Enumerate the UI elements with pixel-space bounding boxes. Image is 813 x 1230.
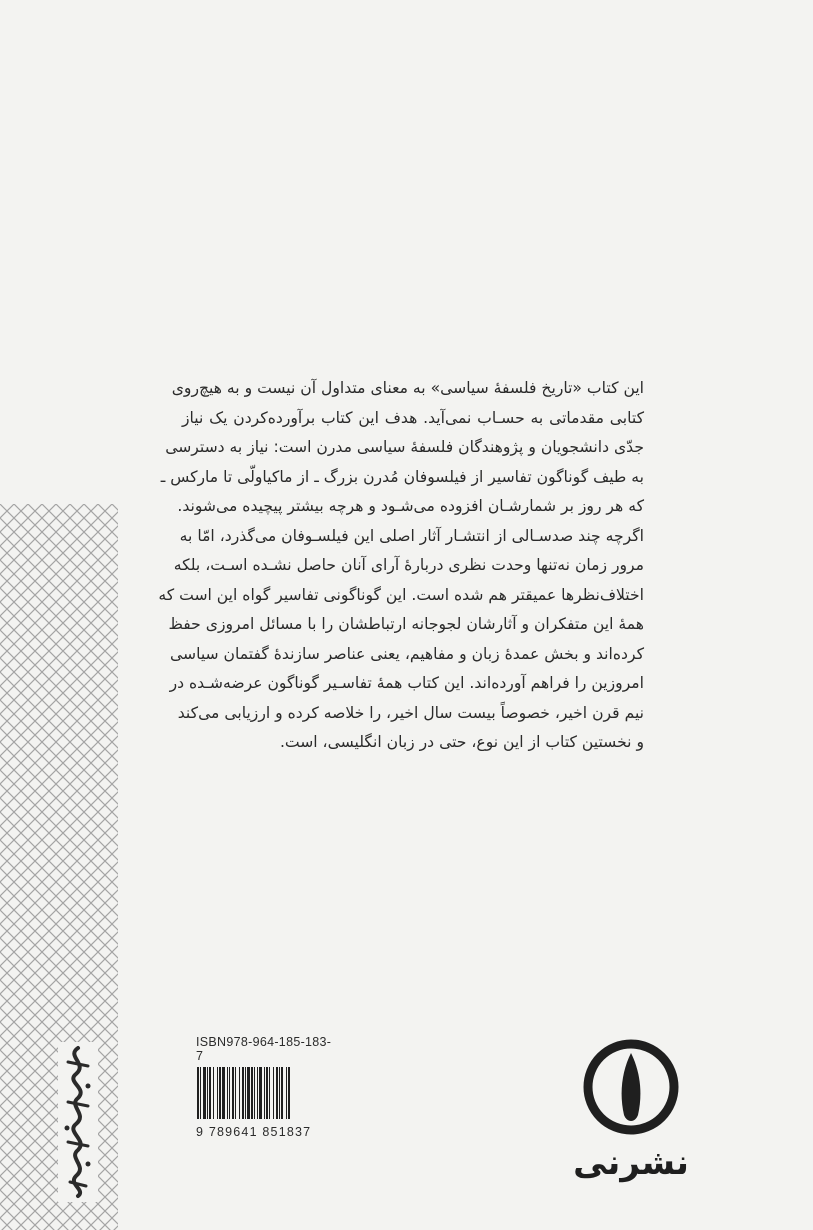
isbn-label: ISBN978-964-185-183-7 (196, 1035, 332, 1063)
blurb-line: امروزین را فراهم آورده‌اند. این کتاب همهٔ تفاسـیر گوناگون عرضه‌شـده در (169, 674, 644, 692)
blurb-line: همهٔ این متفکران و آثارشان لجوجانه ارتباطشان را با مسائل امروزی حفظ (168, 615, 644, 633)
publisher-logo (572, 1035, 690, 1185)
barcode-digits: 9 789641 851837 (196, 1125, 312, 1139)
blurb-line: کتابی مقدماتی به حسـاب نمی‌آید. هدف این کتاب برآورده‌کردن یک نیاز (182, 408, 644, 427)
nashr-ney-logo-icon (572, 1035, 690, 1145)
blurb-line: که هر روز بر شمارشـان افزوده می‌شـود و هرچه بیشتر پیچیده می‌شوند. (177, 497, 644, 515)
blurb-line: اختلاف‌نظرها عمیقتر هم شده است. این گوناگونی تفاسیر گواه این است که (158, 585, 644, 604)
blurb-line: به طیف گوناگون تفاسیر از فیلسوفان مُدرن بزرگ ـ از ماکیاولّی تا مارکس ـ (160, 467, 644, 486)
back-cover-blurb (158, 374, 644, 758)
blurb-line: نیم قرن اخیر، خصوصاً بیست سال اخیر، را خلاصه کرده و ارزیابی می‌کند (177, 703, 644, 722)
blurb-line: مرور زمان نه‌تنها وحدت نظری دربارهٔ آرای آنان حاصل نشـده اسـت، بلکه (173, 556, 644, 574)
blurb-line: جدّی دانشجویان و پژوهندگان فلسفهٔ سیاسی مدرن است: نیاز به دسترسی (165, 438, 644, 456)
barcode-block (196, 1035, 334, 1139)
publisher-name: نشرنی (573, 1143, 689, 1183)
calligraphic-publisher-logo-icon (58, 1042, 98, 1202)
blurb-line: کرده‌اند و بخش عمدهٔ زبان و مفاهیم، یعنی عناصر سازندهٔ گفتمان سیاسی (170, 644, 644, 663)
barcode-icon (196, 1067, 328, 1119)
blurb-line: این کتاب «تاریخ فلسفهٔ سیاسی» به معنای متداول آن نیست و به هیچ‌روی (171, 379, 644, 397)
blurb-line: اگرچه چند صدسـالی از انتشـار آثار اصلی این فیلسـوفان می‌گذرد، امّا به (179, 526, 644, 545)
blurb-line: و نخستین کتاب از این نوع، حتی در زبان انگلیسی، است. (279, 733, 644, 751)
